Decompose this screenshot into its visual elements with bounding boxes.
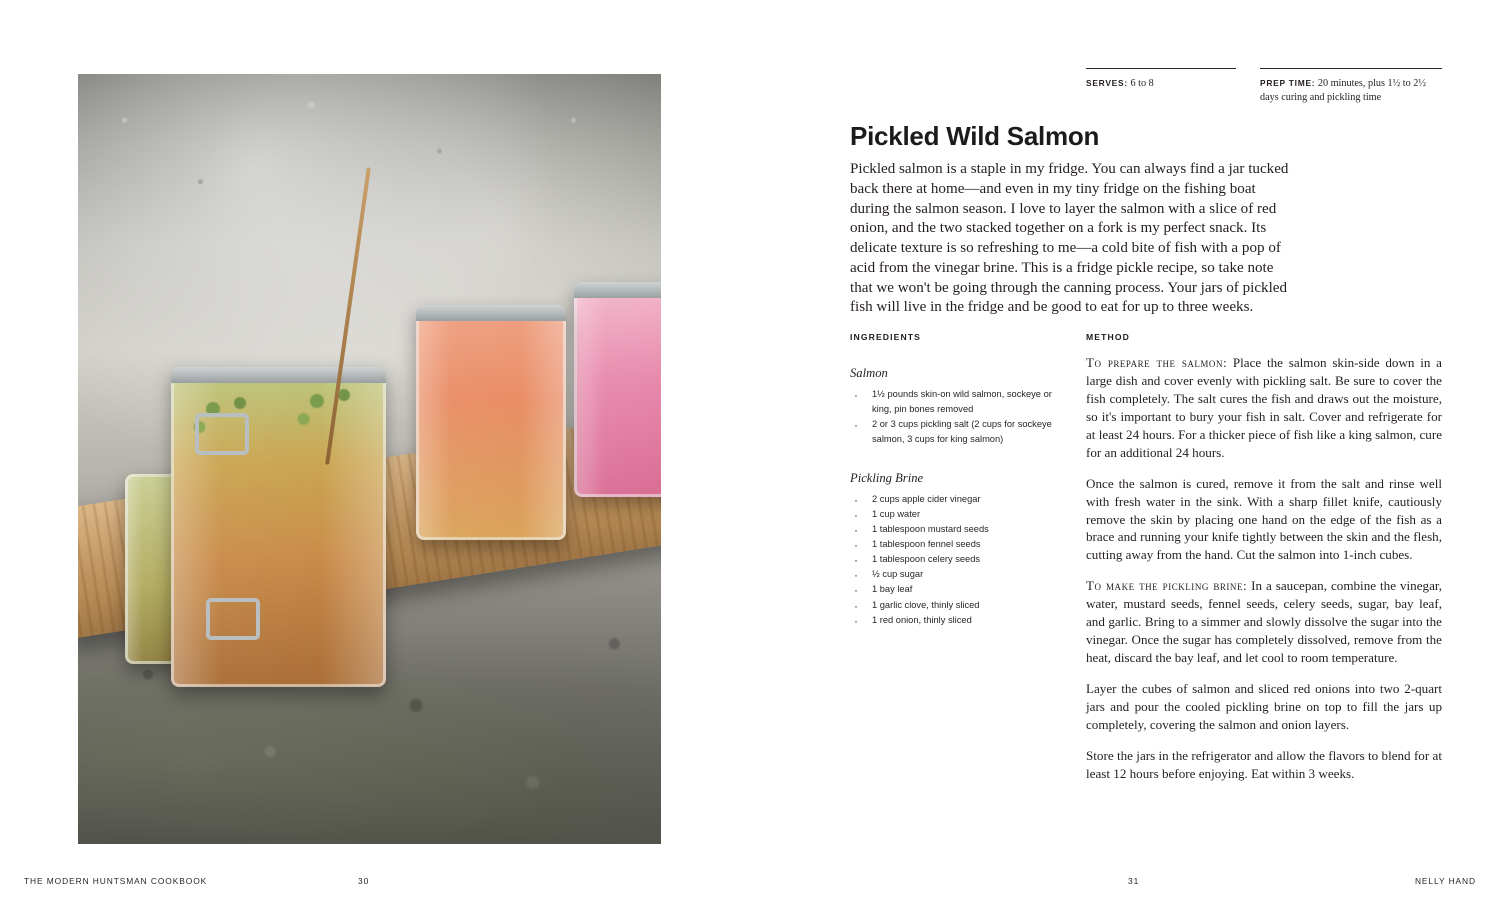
list-item: · 1 bay leaf [850, 582, 1055, 597]
jar-glass [574, 282, 661, 497]
list-item: · 1 red onion, thinly sliced [850, 613, 1055, 628]
prep-time-value: 20 minutes, plus 1½ to 2½ days curing and pickling time [1260, 78, 1426, 103]
list-item: · ½ cup sugar [850, 567, 1055, 582]
dill-sprig-icon [281, 377, 371, 437]
serves-value: 6 to 8 [1127, 78, 1154, 89]
recipe-photo [78, 74, 661, 844]
jar-pickled-onion [574, 282, 661, 497]
footer-book-title: THE MODERN HUNTSMAN COOKBOOK [24, 876, 208, 886]
page-right [750, 0, 1500, 916]
list-item: · 1 tablespoon fennel seeds [850, 537, 1055, 552]
jar-glass [416, 305, 566, 540]
method-paragraph [1086, 354, 1442, 462]
method-heading: METHOD [1086, 332, 1130, 342]
method-column [1086, 332, 1442, 796]
method-paragraph [1086, 680, 1442, 734]
method-text: Store the jars in the refrigerator and allow the flavors to blend for at least 12 hours before enjoying. Eat within 3 weeks. [1086, 747, 1442, 781]
method-text: Layer the cubes of salmon and sliced red onions into two 2-quart jars and pour the cooled pickling brine on top to fill the jars up completely, covering the salmon and onion layers. [1086, 681, 1442, 732]
method-paragraph [1086, 475, 1442, 565]
ingredient-group-title: Pickling Brine [850, 471, 924, 486]
serves-meta [1086, 68, 1236, 105]
prep-time-label: PREP TIME: [1260, 78, 1316, 88]
method-paragraph [1086, 577, 1442, 667]
recipe-intro: Pickled salmon is a staple in my fridge. You can always find a jar tucked back there at home—and even in my tiny fridge on the fishing boat during the salmon season. I love to layer the salmon with a slice of red onion, and the two stacked together on a fork is my perfect snack. Its delicate texture is so refreshing to me—a cold bite of fish with a pop of acid from the vinegar brine. This is a fridge pickle recipe, so take note that we won't be going through the canning process. Your jars of pickled fish will live in the fridge and be good to eat for up to three weeks. [850, 161, 1289, 316]
list-item: · 1 tablespoon mustard seeds [850, 522, 1055, 537]
ingredients-column [850, 332, 1055, 628]
jar-clamp [195, 413, 249, 455]
jar-lid [416, 305, 566, 321]
method-text: Once the salmon is cured, remove it from the salt and rinse well with fresh water in the sink. With a sharp fillet knife, cautiously remove the skin by placing one hand on the edge of the fish as a brace and running your knife tightly between the skin and the flesh, cutting away from the hand. Cut the salmon into 1-inch cubes. [1086, 475, 1442, 563]
list-item: · 2 or 3 cups pickling salt (2 cups for sockeye salmon, 3 cups for king salmon) [850, 417, 1055, 447]
jar-lid [574, 282, 661, 298]
list-item: · 1 cup water [850, 507, 1055, 522]
footer-page-number-right: 31 [1128, 876, 1140, 886]
prep-time-meta [1260, 68, 1442, 105]
method-text: In a saucepan, combine the vinegar, water, mustard seeds, fennel seeds, celery seeds, sugar, bay leaf, and garlic. Bring to a simmer and slowly dissolve the sugar into the vinegar. Once the sugar has completely dissolved, remove from the heat, discard the bay leaf, and let cool to room temperature. [1086, 578, 1442, 666]
ingredient-group-title: Salmon [850, 366, 888, 380]
jar-clamp [206, 598, 260, 640]
ingredients-heading: INGREDIENTS [850, 332, 922, 342]
method-text: Place the salmon skin-side down in a large dish and cover evenly with pickling salt. Be sure to cover the fish completely. The salt cures the fish and draws out the moisture, so it's important to bury your fish in salt. Cover and refrigerate for at least 24 hours. For a thicker piece of fish like a king salmon, cure for an additional 24 hours. [1086, 355, 1442, 460]
list-item: · 1½ pounds skin-on wild salmon, sockeye or king, pin bones removed [850, 387, 1055, 417]
method-paragraph [1086, 747, 1442, 783]
list-item: · 1 tablespoon celery seeds [850, 552, 1055, 567]
method-lead-in: To make the pickling brine: [1086, 578, 1248, 594]
page-title: Pickled Wild Salmon [850, 121, 1100, 152]
recipe-meta [1086, 68, 1442, 105]
ingredient-list-brine [850, 492, 1055, 627]
ingredient-list-salmon [850, 387, 1055, 447]
serves-label: SERVES: [1086, 78, 1128, 88]
method-lead-in: To prepare the salmon: [1086, 355, 1228, 370]
list-item: · 1 garlic clove, thinly sliced [850, 598, 1055, 613]
page-footer [0, 876, 1500, 916]
jar-salmon-cubes [416, 305, 566, 540]
list-item: · 2 cups apple cider vinegar [850, 492, 1055, 507]
footer-author: NELLY HAND [1414, 876, 1476, 886]
footer-page-number-left: 30 [358, 876, 370, 886]
